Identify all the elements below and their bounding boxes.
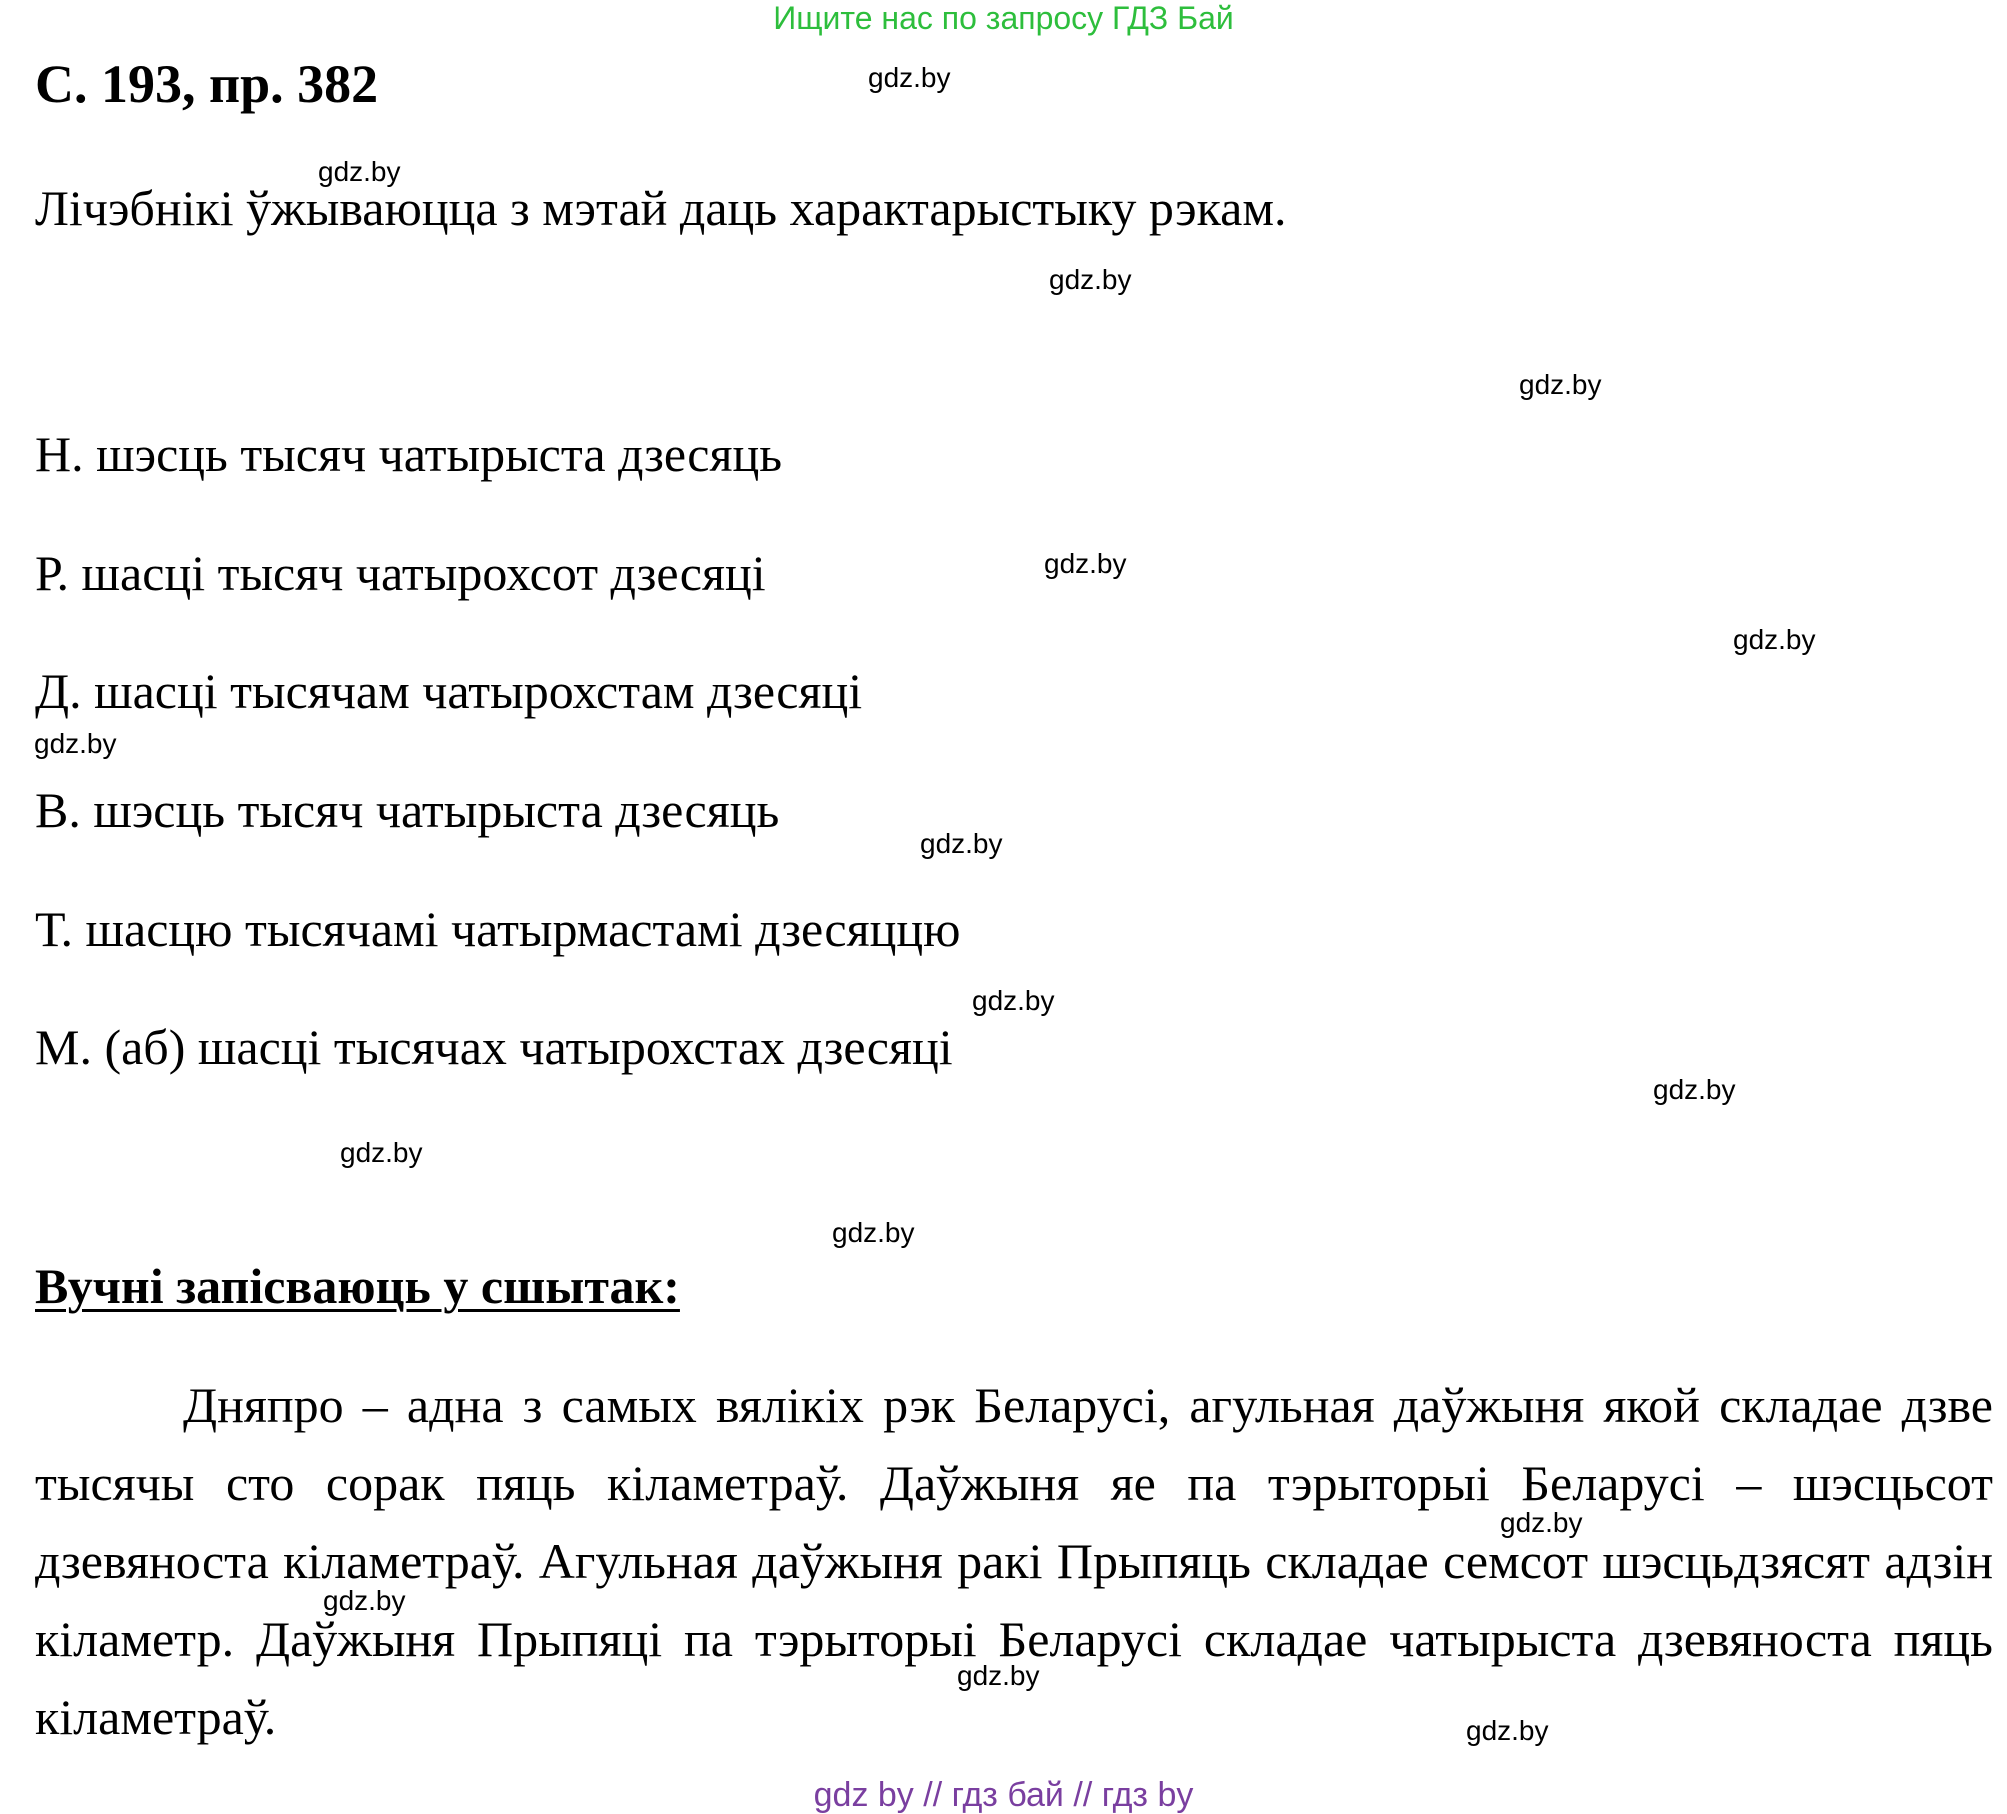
watermark: gdz.by	[323, 1585, 406, 1616]
bottom-banner[interactable]: gdz by // гдз бай // гдз by	[813, 1776, 1194, 1814]
intro-text: Лічэбнікі ўжываюцца з мэтай даць характарыстыку рэкам.	[35, 180, 1287, 236]
watermark: gdz.by	[1653, 1074, 1736, 1105]
top-banner[interactable]: Ищите нас по запросу ГДЗ Бай	[773, 0, 1234, 36]
watermark: gdz.by	[1049, 264, 1132, 295]
section-heading: Вучні запісваюць у сшытак:	[35, 1258, 680, 1314]
watermark: gdz.by	[920, 828, 1003, 859]
case-accusative: В. шэсць тысяч чатырыста дзесяць	[35, 782, 780, 838]
page-title: С. 193, пр. 382	[35, 54, 379, 114]
watermark: gdz.by	[1733, 624, 1816, 655]
watermark: gdz.by	[832, 1217, 915, 1248]
watermark: gdz.by	[972, 985, 1055, 1016]
watermark: gdz.by	[34, 728, 117, 759]
case-nominative: Н. шэсць тысяч чатырыста дзесяць	[35, 426, 783, 482]
case-prepositional: М. (аб) шасці тысячах чатырохстах дзесяці	[35, 1019, 953, 1075]
watermark: gdz.by	[1519, 369, 1602, 400]
watermark: gdz.by	[868, 62, 951, 93]
case-instrumental: Т. шасцю тысячамі чатырмастамі дзесяццю	[35, 901, 961, 957]
case-dative: Д. шасці тысячам чатырохстам дзесяці	[35, 663, 863, 719]
case-genitive: Р. шасці тысяч чатырохсот дзесяці	[35, 545, 766, 601]
watermark: gdz.by	[957, 1660, 1040, 1691]
watermark: gdz.by	[1500, 1507, 1583, 1538]
watermark: gdz.by	[1044, 548, 1127, 579]
main-paragraph: Дняпро – адна з самых вялікіх рэк Беларусі, агульная даўжыня якой складае дзве тысячы сто сорак пяць кіламетраў. Даўжыня яе па тэрыторыі Беларусі – шэсцьсот дзевяноста кіламетраў. Агульная даўжыня ракі Прыпяць складае семсот шэсцьдзясят адзін кіламетр. Даўжыня Прыпяці па тэрыторыі Беларусі складае чатырыста дзевяноста пяць кіламетраў.	[35, 1377, 1993, 1745]
watermark: gdz.by	[340, 1137, 423, 1168]
watermark: gdz.by	[1466, 1715, 1549, 1746]
watermark: gdz.by	[318, 156, 401, 187]
